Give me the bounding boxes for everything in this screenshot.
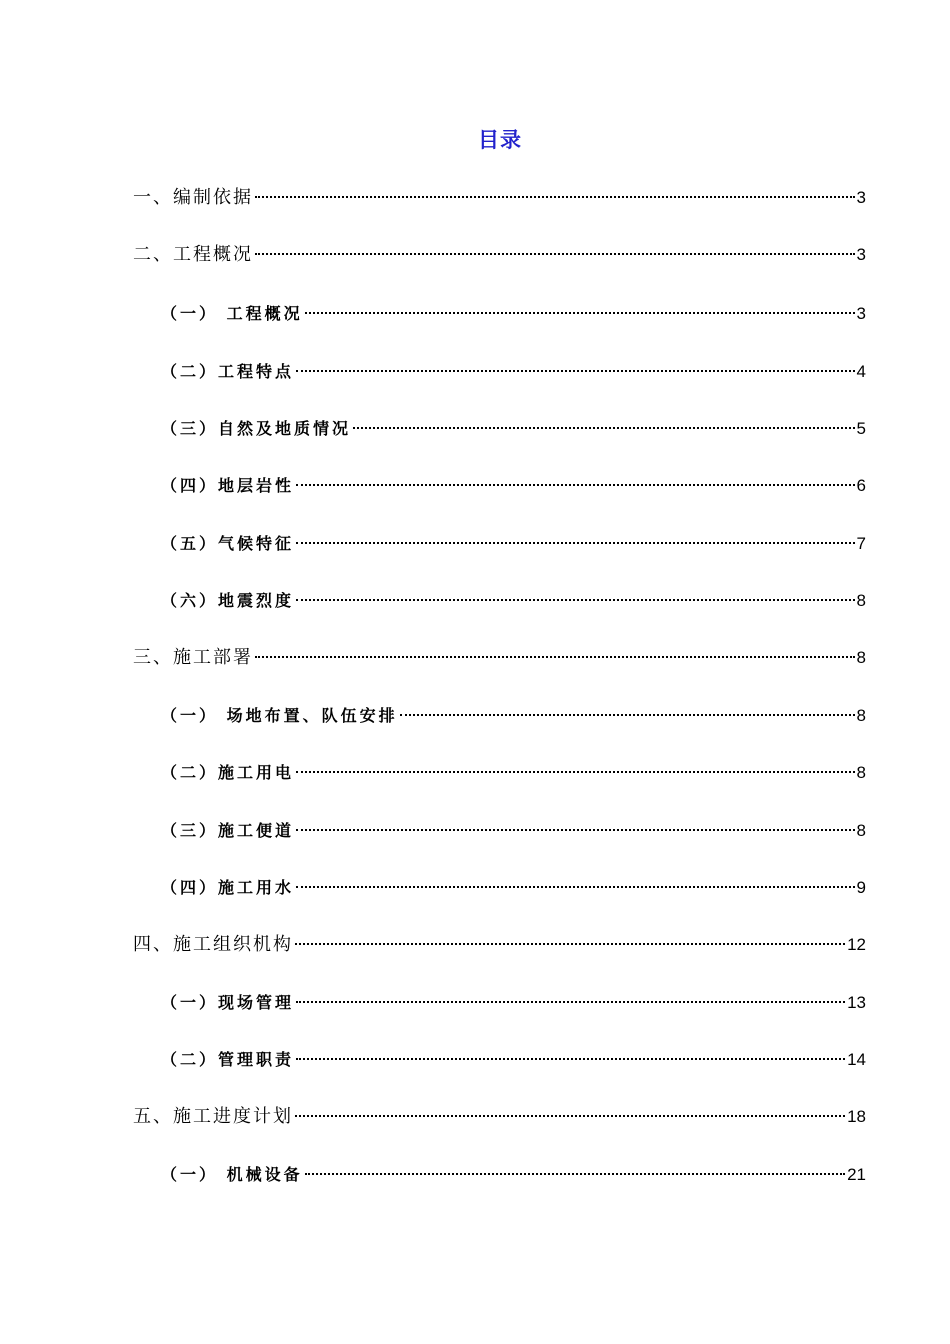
toc-dot-leader bbox=[255, 196, 855, 198]
toc-page-number: 8 bbox=[856, 648, 866, 667]
toc-page-number: 3 bbox=[856, 188, 866, 207]
toc-dot-leader bbox=[296, 484, 855, 486]
toc-page-number: 5 bbox=[856, 419, 866, 438]
toc-dot-leader bbox=[296, 886, 855, 888]
toc-dot-leader bbox=[255, 656, 855, 658]
toc-page-number: 12 bbox=[847, 935, 866, 954]
toc-dot-leader bbox=[295, 943, 845, 945]
toc-page-number: 8 bbox=[856, 763, 866, 782]
toc-entry-label: （一） 机械设备 bbox=[161, 1165, 303, 1184]
toc-page-number: 3 bbox=[856, 304, 866, 323]
toc-entry-label: 五、施工进度计划 bbox=[133, 1106, 293, 1127]
toc-dot-leader bbox=[296, 771, 855, 773]
toc-dot-leader bbox=[296, 1058, 845, 1060]
toc-entry[interactable] bbox=[133, 186, 866, 210]
toc-entry-label: （一）现场管理 bbox=[161, 993, 295, 1012]
toc-entry[interactable] bbox=[161, 417, 866, 441]
toc-entry[interactable] bbox=[161, 991, 866, 1015]
toc-entry-label: 一、编制依据 bbox=[133, 187, 253, 208]
toc-entry-label: （五）气候特征 bbox=[161, 534, 295, 553]
toc-page-number: 9 bbox=[856, 878, 866, 897]
toc-dot-leader bbox=[296, 1001, 845, 1003]
toc-dot-leader bbox=[400, 714, 855, 716]
toc-entry[interactable] bbox=[133, 1105, 866, 1129]
toc-entry-label: （四）施工用水 bbox=[161, 878, 295, 897]
toc-entry-label: （三）施工便道 bbox=[161, 821, 295, 840]
toc-page-number: 3 bbox=[856, 245, 866, 264]
toc-page-number: 7 bbox=[856, 534, 866, 553]
toc-entry[interactable] bbox=[161, 704, 866, 728]
toc-dot-leader bbox=[296, 542, 855, 544]
toc-page-number: 4 bbox=[856, 362, 866, 381]
toc-entry[interactable] bbox=[161, 474, 866, 498]
toc-entry-label: （二）管理职责 bbox=[161, 1050, 295, 1069]
toc-entry-label: 三、施工部署 bbox=[133, 647, 253, 668]
toc-entry[interactable] bbox=[161, 589, 866, 613]
toc-entry-label: （二）工程特点 bbox=[161, 362, 295, 381]
toc-dot-leader bbox=[295, 1115, 845, 1117]
toc-dot-leader bbox=[296, 829, 855, 831]
toc-page-number: 21 bbox=[847, 1165, 866, 1184]
toc-page-number: 6 bbox=[856, 476, 866, 495]
toc-dot-leader bbox=[296, 599, 855, 601]
toc-entry-label: （一） 场地布置、队伍安排 bbox=[161, 706, 398, 725]
toc-entry[interactable] bbox=[161, 360, 866, 384]
toc-entry-label: （一） 工程概况 bbox=[161, 304, 303, 323]
toc-entry-label: （三）自然及地质情况 bbox=[161, 419, 352, 438]
toc-page-number: 14 bbox=[847, 1050, 866, 1069]
toc-entry[interactable] bbox=[161, 1048, 866, 1072]
toc-page-number: 8 bbox=[856, 706, 866, 725]
toc-entry-label: （六）地震烈度 bbox=[161, 591, 295, 610]
toc-entry[interactable] bbox=[133, 646, 866, 670]
toc-dot-leader bbox=[296, 370, 855, 372]
toc-page-number: 8 bbox=[856, 821, 866, 840]
toc-dot-leader bbox=[305, 312, 855, 314]
toc-entry[interactable] bbox=[161, 819, 866, 843]
toc-entry-label: 四、施工组织机构 bbox=[133, 934, 293, 955]
toc-entry-label: 二、工程概况 bbox=[133, 244, 253, 265]
toc-page-number: 13 bbox=[847, 993, 866, 1012]
toc-entry[interactable] bbox=[133, 243, 866, 267]
toc-entry[interactable] bbox=[161, 761, 866, 785]
toc-dot-leader bbox=[255, 253, 855, 255]
toc-title: 目录 bbox=[478, 128, 522, 152]
toc-dot-leader bbox=[305, 1173, 846, 1175]
toc-entry-label: （四）地层岩性 bbox=[161, 476, 295, 495]
toc-entry[interactable] bbox=[161, 1163, 866, 1187]
toc-page-number: 8 bbox=[856, 591, 866, 610]
toc-dot-leader bbox=[353, 427, 855, 429]
toc-entry[interactable] bbox=[161, 302, 866, 326]
toc-page-number: 18 bbox=[847, 1107, 866, 1126]
toc-entry[interactable] bbox=[133, 933, 866, 957]
toc-entry[interactable] bbox=[161, 532, 866, 556]
toc-entry[interactable] bbox=[161, 876, 866, 900]
toc-entry-label: （二）施工用电 bbox=[161, 763, 295, 782]
